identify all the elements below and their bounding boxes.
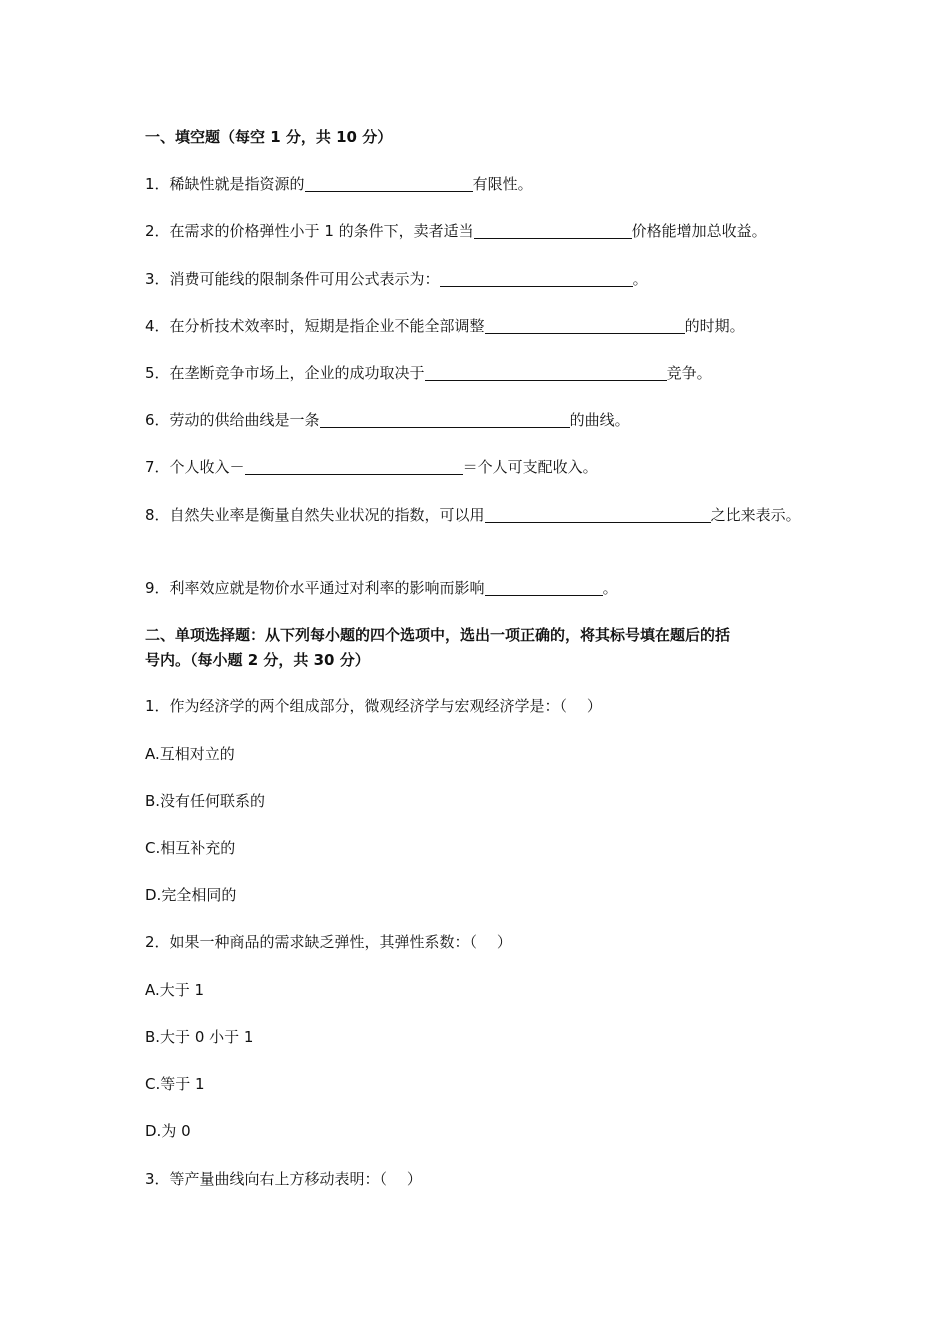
question-number: 3． xyxy=(145,270,170,288)
option-c: C.等于 1 xyxy=(145,1075,205,1093)
question-text-after: 价格能增加总收益。 xyxy=(631,222,767,240)
option-a: A.互相对立的 xyxy=(145,745,235,763)
fill-question-7 xyxy=(145,455,810,479)
question-text-after: 的时期。 xyxy=(684,317,745,335)
answer-blank xyxy=(485,504,711,523)
question-text-after: ＝个人可支配收入。 xyxy=(462,458,598,476)
question-text-before: 消费可能线的限制条件可用公式表示为： xyxy=(169,270,440,288)
question-text-before: 利率效应就是物价水平通过对利率的影响而影响 xyxy=(169,579,485,597)
question-number: 5． xyxy=(145,364,170,382)
question-text-before: 在分析技术效率时，短期是指企业不能全部调整 xyxy=(169,317,485,335)
fill-question-6 xyxy=(145,408,810,432)
question-text-after: 之比来表示。 xyxy=(710,506,801,524)
choice-question-2-stem: 2．如果一种商品的需求缺乏弹性，其弹性系数：（ ） xyxy=(145,933,512,951)
question-text-after: 有限性。 xyxy=(472,175,533,193)
fill-question-8 xyxy=(145,503,810,527)
question-text-before: 个人收入－ xyxy=(169,458,245,476)
question-text-after: 的曲线。 xyxy=(569,411,630,429)
question-text-before: 劳动的供给曲线是一条 xyxy=(169,411,320,429)
answer-blank xyxy=(425,362,667,381)
option-c: C.相互补充的 xyxy=(145,839,236,857)
section2-heading-line2: 号内。（每小题 2 分，共 30 分） xyxy=(145,651,370,669)
fill-question-1 xyxy=(145,172,810,196)
question-text-after: 。 xyxy=(602,579,618,597)
fill-question-5 xyxy=(145,361,810,385)
answer-blank xyxy=(440,268,633,287)
answer-blank xyxy=(245,456,463,475)
answer-blank xyxy=(305,173,473,192)
fill-question-2 xyxy=(145,219,810,243)
answer-blank xyxy=(485,315,685,334)
question-text-before: 在垄断竞争市场上，企业的成功取决于 xyxy=(169,364,425,382)
question-text-after: 竞争。 xyxy=(666,364,712,382)
option-d: D.为 0 xyxy=(145,1122,191,1140)
question-text-before: 在需求的价格弹性小于 1 的条件下，卖者适当 xyxy=(169,222,474,240)
option-d: D.完全相同的 xyxy=(145,886,237,904)
question-text-before: 自然失业率是衡量自然失业状况的指数，可以用 xyxy=(169,506,485,524)
question-number: 4． xyxy=(145,317,170,335)
question-number: 2． xyxy=(145,222,170,240)
fill-question-3 xyxy=(145,267,810,291)
question-number: 8． xyxy=(145,506,170,524)
option-b: B.大于 0 小于 1 xyxy=(145,1028,254,1046)
question-number: 6． xyxy=(145,411,170,429)
question-number: 7． xyxy=(145,458,170,476)
fill-question-9 xyxy=(145,576,810,600)
choice-question-1-stem: 1．作为经济学的两个组成部分，微观经济学与宏观经济学是：（ ） xyxy=(145,697,602,715)
section2-heading-line1: 二、单项选择题：从下列每小题的四个选项中，选出一项正确的，将其标号填在题后的括 xyxy=(145,626,731,644)
answer-blank xyxy=(474,220,632,239)
answer-blank xyxy=(485,577,603,596)
choice-question-3-stem: 3．等产量曲线向右上方移动表明：（ ） xyxy=(145,1170,422,1188)
question-text-before: 稀缺性就是指资源的 xyxy=(169,175,305,193)
section1-heading: 一、填空题（每空 1 分，共 10 分） xyxy=(145,128,393,146)
option-a: A.大于 1 xyxy=(145,981,205,999)
question-text-after: 。 xyxy=(632,270,648,288)
question-number: 1． xyxy=(145,175,170,193)
option-b: B.没有任何联系的 xyxy=(145,792,266,810)
fill-question-4 xyxy=(145,314,810,338)
answer-blank xyxy=(320,409,570,428)
question-number: 9． xyxy=(145,579,170,597)
